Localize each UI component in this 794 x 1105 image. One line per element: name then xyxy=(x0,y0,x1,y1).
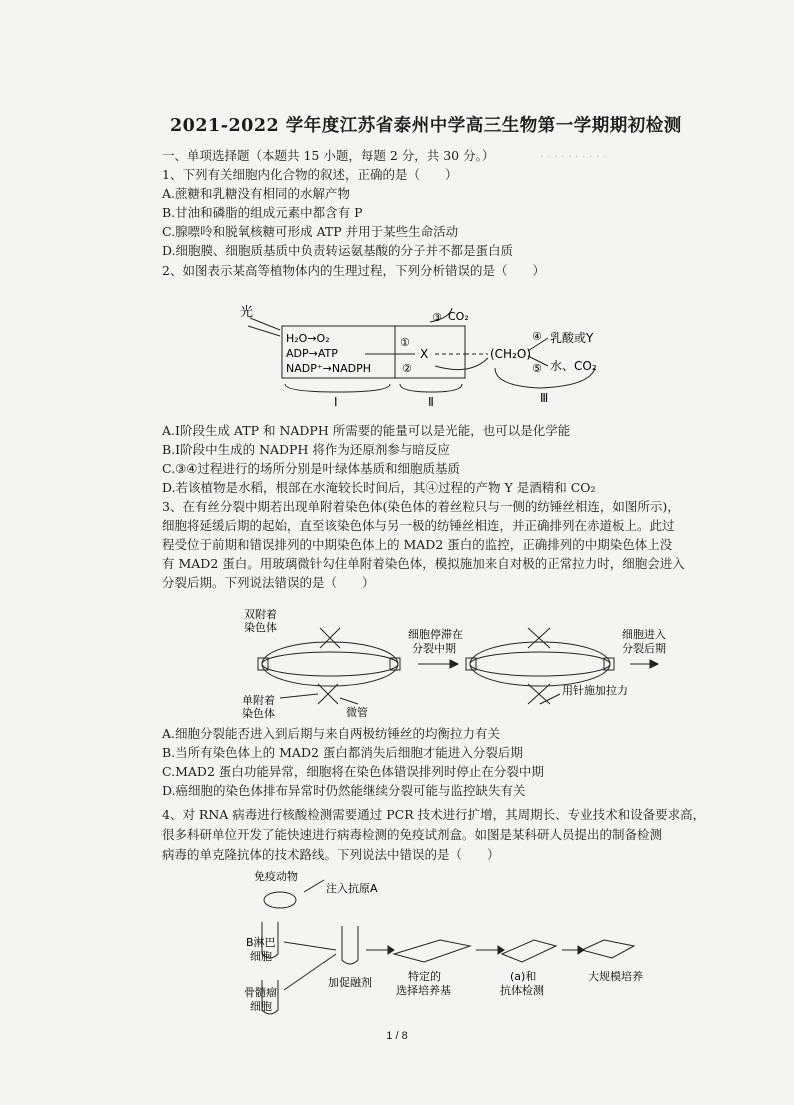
q3-line-3: 程受位于前期和错误排列的中期染色体上的 MAD2 蛋白的监控，正确排列的中期染色体上没 xyxy=(162,537,673,552)
stage3-label: Ⅲ xyxy=(540,391,549,405)
step1-label: ① xyxy=(400,336,410,349)
q3-option-c: C.MAD2 蛋白功能异常，细胞将在染色体错误排列时停止在分裂中期 xyxy=(162,764,544,779)
q3-option-d: D.癌细胞的染色体排布异常时仍然能继续分裂可能与监控缺失有关 xyxy=(162,783,526,798)
mitosis-diagram xyxy=(240,608,700,726)
antibody-process-diagram xyxy=(244,870,664,1020)
q3-line-1: 3、在有丝分裂中期若出现单附着染色体(染色体的着丝粒只与一侧的纺锤丝相连，如图所示)， xyxy=(162,499,680,514)
q2-option-d: D.若该植物是水稻，根部在水淹较长时间后，其④过程的产物 Y 是酒精和 CO₂ xyxy=(162,480,596,495)
step4-label: ④ xyxy=(532,330,542,343)
q4-line-1: 4、对 RNA 病毒进行核酸检测需要通过 PCR 技术进行扩增，其周期长、专业技术和设备要求高， xyxy=(162,807,706,822)
test-label: (a)和 xyxy=(510,970,537,983)
q3-line-4: 有 MAD2 蛋白。用玻璃微针勾住单附着染色体，模拟施加来自对极的正常拉力时，细胞会进入 xyxy=(162,556,685,571)
q1-option-a: A.蔗糖和乳糖没有相同的水解产物 xyxy=(162,186,351,201)
exam-title: 2021-2022 学年度江苏省泰州中学高三生物第一学期期初检测 xyxy=(170,116,682,136)
step5-label: ⑤ xyxy=(532,362,542,375)
q1-option-d: D.细胞膜、细胞质基质中负责转运氨基酸的分子并不都是蛋白质 xyxy=(162,243,514,258)
q3-option-b: B.当所有染色体上的 MAD2 蛋白都消失后细胞才能进入分裂后期 xyxy=(162,745,523,760)
medium-label: 特定的 xyxy=(408,970,441,983)
medium-label-2: 选择培养基 xyxy=(396,984,451,997)
culture-label: 大规模培养 xyxy=(588,970,643,983)
reaction-water: H₂O→O₂ xyxy=(286,332,330,345)
single-label-2: 染色体 xyxy=(242,707,275,720)
arrow2-label-b: 分裂后期 xyxy=(622,642,666,655)
q1-option-c: C.腺嘌呤和脱氧核糖可形成 ATP 并用于某些生命活动 xyxy=(162,224,459,239)
myeloma-label-2: 细胞 xyxy=(250,1000,272,1013)
q3-line-5: 分裂后期。下列说法错误的是（ ） xyxy=(162,575,375,590)
antigen-label: 注入抗原A xyxy=(326,882,378,895)
reaction-atp: ADP→ATP xyxy=(286,347,338,360)
reaction-nadph: NADP⁺→NADPH xyxy=(286,362,372,375)
light-label: 光 xyxy=(240,305,254,320)
section-heading: 一、单项选择题（本题共 15 小题，每题 2 分，共 30 分。） xyxy=(162,148,495,163)
q3-line-2: 细胞将延缓后期的起始，直至该染色体与另一极的纺锤丝相连，并正确排列在赤道板上。此过 xyxy=(162,518,675,533)
co2-label: CO₂ xyxy=(448,310,469,323)
single-label: 单附着 xyxy=(242,694,275,707)
arrow1-label-a: 细胞停滞在 xyxy=(408,628,463,641)
fusion-label: 加促融剂 xyxy=(328,976,372,989)
bcell-label: B淋巴 xyxy=(246,936,276,949)
bcell-label-2: 细胞 xyxy=(250,950,272,963)
q3-option-a: A.细胞分裂能否进入到后期与来自两极纺锤丝的均衡拉力有关 xyxy=(162,726,501,741)
stage2-label: Ⅱ xyxy=(428,395,434,409)
page-number: 1 / 8 xyxy=(386,1030,408,1042)
double-label-2: 染色体 xyxy=(244,621,277,634)
photosynthesis-diagram xyxy=(230,296,630,416)
bleed-through-text: · · · · · · · · · · xyxy=(540,150,607,163)
animal-label: 免疫动物 xyxy=(254,870,298,883)
q1-stem: 1、下列有关细胞内化合物的叙述，正确的是（ ） xyxy=(162,167,458,182)
lactic-label: 乳酸或Y xyxy=(550,331,594,345)
test-label-2: 抗体检测 xyxy=(500,984,544,997)
water-label: 水、CO₂ xyxy=(550,359,597,373)
x-label: X xyxy=(420,347,429,361)
q2-option-a: A.Ⅰ阶段生成 ATP 和 NADPH 所需要的能量可以是光能，也可以是化学能 xyxy=(162,423,571,438)
double-label: 双附着 xyxy=(244,608,277,621)
q4-line-3: 病毒的单克隆抗体的技术路线。下列说法中错误的是（ ） xyxy=(162,847,500,862)
q2-option-c: C.③④过程进行的场所分别是叶绿体基质和细胞质基质 xyxy=(162,461,461,476)
step2-label: ② xyxy=(402,362,412,375)
stage1-label: Ⅰ xyxy=(334,395,338,409)
step3-label: ③ xyxy=(432,311,442,324)
myeloma-label: 骨髓瘤 xyxy=(244,986,277,999)
needle-label: 用针施加拉力 xyxy=(562,684,628,697)
q2-stem: 2、如图表示某高等植物体内的生理过程，下列分析错误的是（ ） xyxy=(162,263,545,278)
q4-line-2: 很多科研单位开发了能快速进行病毒检测的免疫试剂盒。如图是某科研人员提出的制备检测 xyxy=(162,827,663,842)
arrow1-label-b: 分裂中期 xyxy=(412,642,456,655)
microtubule-label: 微管 xyxy=(346,706,368,719)
ch2o-label: (CH₂O) xyxy=(490,347,532,361)
q1-option-b: B.甘油和磷脂的组成元素中都含有 P xyxy=(162,205,363,220)
arrow2-label-a: 细胞进入 xyxy=(622,628,666,641)
q2-option-b: B.Ⅰ阶段中生成的 NADPH 将作为还原剂参与暗反应 xyxy=(162,442,450,457)
